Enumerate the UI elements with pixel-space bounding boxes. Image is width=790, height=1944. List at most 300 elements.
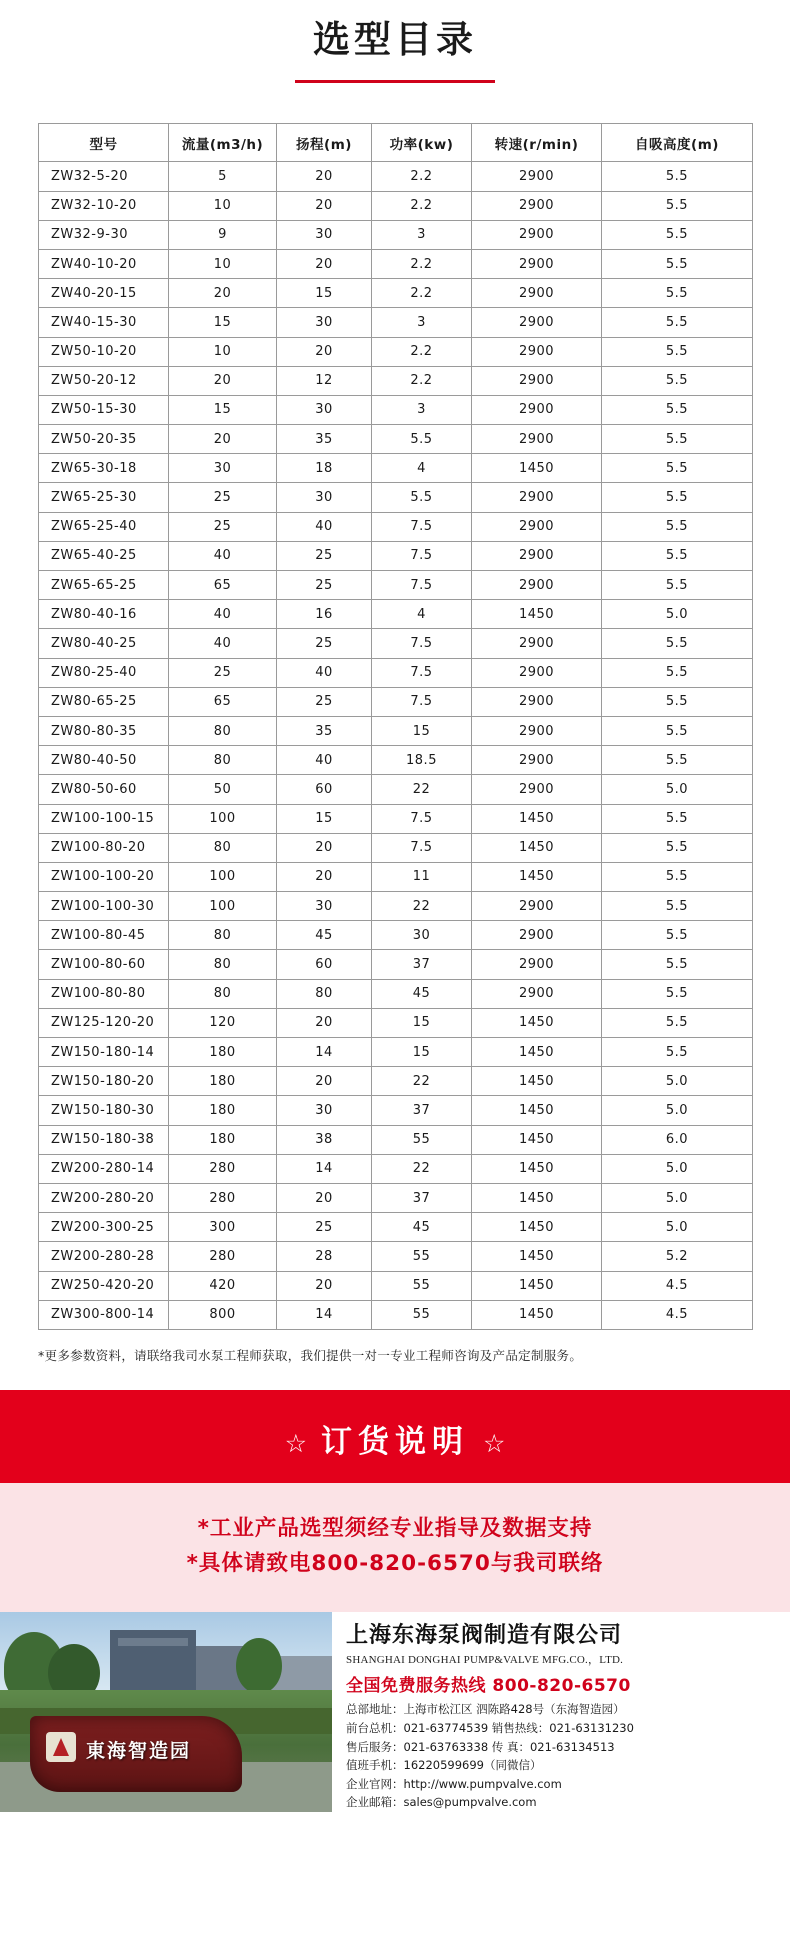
cell-value: 2900 (472, 892, 602, 921)
contact-line: 售后服务：021-63763338 传 真：021-63134513 (346, 1739, 615, 1754)
cell-value: 5.0 (602, 600, 753, 629)
cell-model: ZW80-40-16 (39, 600, 169, 629)
factory-photo (0, 1612, 332, 1812)
cell-value: 30 (277, 892, 372, 921)
cell-value: 37 (372, 1096, 472, 1125)
table-row (39, 1242, 753, 1271)
cell-value: 5.5 (372, 425, 472, 454)
cell-value: 2.2 (372, 366, 472, 395)
cell-model: ZW250-420-20 (39, 1271, 169, 1300)
cell-value: 2900 (472, 775, 602, 804)
cell-value: 20 (277, 833, 372, 862)
cell-model: ZW125-120-20 (39, 1008, 169, 1037)
cell-value: 1450 (472, 1038, 602, 1067)
cell-value: 5.5 (602, 629, 753, 658)
cell-value: 5.5 (602, 804, 753, 833)
cell-value: 6.0 (602, 1125, 753, 1154)
cell-value: 1450 (472, 1067, 602, 1096)
cell-value: 2900 (472, 249, 602, 278)
cell-value: 20 (169, 279, 277, 308)
table-row (39, 483, 753, 512)
cell-value: 180 (169, 1067, 277, 1096)
star-right-icon: ☆ (483, 1428, 506, 1458)
cell-value: 80 (169, 979, 277, 1008)
hotline: 全国免费服务热线 800-820-6570 (346, 1676, 631, 1697)
company-name-en: SHANGHAI DONGHAI PUMP&VALVE MFG.CO.，LTD. (346, 1654, 624, 1667)
photo-building-1 (110, 1630, 196, 1692)
cell-value: 18 (277, 454, 372, 483)
col-header-head: 扬程(m) (277, 124, 372, 162)
cell-value: 80 (277, 979, 372, 1008)
cell-value: 20 (277, 862, 372, 891)
table-row (39, 395, 753, 424)
cell-value: 420 (169, 1271, 277, 1300)
cell-value: 7.5 (372, 658, 472, 687)
cell-value: 40 (169, 600, 277, 629)
cell-value: 7.5 (372, 629, 472, 658)
contact-line: 总部地址：上海市松江区 泗陈路428号（东海智造园） (346, 1702, 625, 1717)
cell-value: 15 (372, 1008, 472, 1037)
table-row (39, 162, 753, 191)
cell-value: 1450 (472, 1213, 602, 1242)
cell-value: 2900 (472, 425, 602, 454)
cell-value: 280 (169, 1154, 277, 1183)
cell-value: 25 (169, 512, 277, 541)
cell-value: 10 (169, 249, 277, 278)
cell-value: 22 (372, 1154, 472, 1183)
cell-model: ZW200-280-14 (39, 1154, 169, 1183)
cell-value: 280 (169, 1242, 277, 1271)
cell-value: 7.5 (372, 571, 472, 600)
cell-value: 20 (277, 191, 372, 220)
cell-value: 5.0 (602, 775, 753, 804)
table-row (39, 1213, 753, 1242)
cell-value: 2900 (472, 483, 602, 512)
table-row (39, 658, 753, 687)
cell-value: 25 (277, 541, 372, 570)
cell-value: 5.5 (602, 454, 753, 483)
order-banner-label: 订货说明 (321, 1423, 469, 1460)
table-row (39, 1067, 753, 1096)
cell-value: 2.2 (372, 337, 472, 366)
cell-value: 28 (277, 1242, 372, 1271)
table-row (39, 1154, 753, 1183)
cell-value: 2900 (472, 541, 602, 570)
cell-value: 2900 (472, 746, 602, 775)
cell-value: 4 (372, 600, 472, 629)
cell-model: ZW50-20-35 (39, 425, 169, 454)
cell-value: 2900 (472, 716, 602, 745)
cell-model: ZW65-30-18 (39, 454, 169, 483)
cell-value: 5.5 (602, 191, 753, 220)
cell-value: 2900 (472, 512, 602, 541)
footer (0, 1612, 790, 1812)
cell-value: 80 (169, 716, 277, 745)
cell-model: ZW100-100-20 (39, 862, 169, 891)
cell-value: 65 (169, 687, 277, 716)
cell-value: 5.5 (602, 687, 753, 716)
cell-value: 1450 (472, 1183, 602, 1212)
table-row (39, 1300, 753, 1329)
table-row (39, 1038, 753, 1067)
table-row (39, 571, 753, 600)
table-row (39, 1183, 753, 1212)
cell-value: 37 (372, 1183, 472, 1212)
cell-value: 5.5 (602, 950, 753, 979)
cell-value: 180 (169, 1038, 277, 1067)
cell-value: 22 (372, 775, 472, 804)
cell-value: 35 (277, 716, 372, 745)
table-row (39, 921, 753, 950)
cell-model: ZW150-180-14 (39, 1038, 169, 1067)
cell-value: 35 (277, 425, 372, 454)
cell-value: 180 (169, 1096, 277, 1125)
cell-model: ZW100-80-45 (39, 921, 169, 950)
cell-value: 2900 (472, 308, 602, 337)
cell-value: 7.5 (372, 804, 472, 833)
table-row (39, 1125, 753, 1154)
photo-tree-3 (236, 1638, 282, 1694)
cell-value: 45 (277, 921, 372, 950)
table-row (39, 454, 753, 483)
table-row (39, 716, 753, 745)
table-row (39, 425, 753, 454)
cell-value: 65 (169, 571, 277, 600)
cell-value: 25 (277, 1213, 372, 1242)
cell-value: 14 (277, 1300, 372, 1329)
table-row (39, 220, 753, 249)
cell-value: 7.5 (372, 687, 472, 716)
table-row (39, 600, 753, 629)
title-block (0, 0, 790, 83)
cell-value: 1450 (472, 804, 602, 833)
cell-value: 2900 (472, 629, 602, 658)
cell-value: 45 (372, 1213, 472, 1242)
donghai-logo-icon (46, 1732, 76, 1762)
cell-model: ZW32-5-20 (39, 162, 169, 191)
cell-value: 1450 (472, 1300, 602, 1329)
cell-model: ZW32-9-30 (39, 220, 169, 249)
table-row (39, 950, 753, 979)
col-header-model: 型号 (39, 124, 169, 162)
cell-model: ZW100-80-80 (39, 979, 169, 1008)
cell-model: ZW100-80-20 (39, 833, 169, 862)
cell-model: ZW40-15-30 (39, 308, 169, 337)
cell-value: 5.5 (602, 366, 753, 395)
cell-value: 25 (277, 571, 372, 600)
cell-value: 2.2 (372, 249, 472, 278)
cell-value: 2900 (472, 162, 602, 191)
cell-value: 15 (372, 1038, 472, 1067)
table-row (39, 541, 753, 570)
cell-value: 9 (169, 220, 277, 249)
cell-value: 5.5 (602, 308, 753, 337)
cell-value: 40 (277, 746, 372, 775)
order-banner-title (0, 1416, 790, 1461)
cell-value: 80 (169, 921, 277, 950)
cell-value: 14 (277, 1154, 372, 1183)
cell-value: 3 (372, 220, 472, 249)
cell-value: 2.2 (372, 191, 472, 220)
cell-value: 60 (277, 950, 372, 979)
col-header-speed: 转速(r/min) (472, 124, 602, 162)
table-row (39, 1096, 753, 1125)
cell-value: 5.5 (602, 220, 753, 249)
page-title: 选型目录 (313, 18, 477, 61)
cell-model: ZW65-25-30 (39, 483, 169, 512)
table-body (39, 162, 753, 1330)
cell-value: 1450 (472, 1242, 602, 1271)
cell-value: 5.5 (602, 979, 753, 1008)
star-left-icon: ☆ (284, 1428, 307, 1458)
cell-value: 5.5 (602, 716, 753, 745)
cell-value: 20 (277, 1183, 372, 1212)
cell-value: 5.5 (602, 162, 753, 191)
cell-value: 2900 (472, 191, 602, 220)
cell-model: ZW65-25-40 (39, 512, 169, 541)
order-notice (0, 1483, 790, 1612)
cell-value: 2900 (472, 658, 602, 687)
cell-value: 2.2 (372, 162, 472, 191)
cell-model: ZW150-180-20 (39, 1067, 169, 1096)
contact-line: 企业官网：http://www.pumpvalve.com (346, 1776, 562, 1791)
cell-value: 100 (169, 862, 277, 891)
cell-value: 30 (169, 454, 277, 483)
cell-value: 1450 (472, 454, 602, 483)
cell-model: ZW40-20-15 (39, 279, 169, 308)
table-row (39, 804, 753, 833)
cell-value: 5.5 (602, 541, 753, 570)
cell-value: 1450 (472, 1008, 602, 1037)
cell-value: 2900 (472, 279, 602, 308)
col-header-suction: 自吸高度(m) (602, 124, 753, 162)
cell-value: 80 (169, 746, 277, 775)
notice-line-1: *工业产品选型须经专业指导及数据支持 (197, 1515, 593, 1541)
cell-value: 7.5 (372, 541, 472, 570)
cell-value: 18.5 (372, 746, 472, 775)
cell-value: 25 (169, 658, 277, 687)
table-head (39, 124, 753, 162)
cell-value: 180 (169, 1125, 277, 1154)
cell-value: 5.5 (602, 862, 753, 891)
table-row (39, 1271, 753, 1300)
cell-value: 1450 (472, 1096, 602, 1125)
cell-value: 2900 (472, 220, 602, 249)
title-divider (295, 80, 495, 83)
cell-model: ZW100-100-30 (39, 892, 169, 921)
cell-value: 800 (169, 1300, 277, 1329)
cell-value: 5.0 (602, 1183, 753, 1212)
order-banner (0, 1390, 790, 1483)
cell-value: 20 (277, 1271, 372, 1300)
cell-value: 7.5 (372, 512, 472, 541)
cell-value: 5.5 (602, 279, 753, 308)
cell-value: 5.5 (602, 658, 753, 687)
cell-value: 2900 (472, 337, 602, 366)
spec-table (38, 123, 753, 1330)
table-row (39, 862, 753, 891)
cell-value: 22 (372, 892, 472, 921)
col-header-power: 功率(kw) (372, 124, 472, 162)
cell-model: ZW80-80-35 (39, 716, 169, 745)
cell-value: 5.5 (602, 483, 753, 512)
table-row (39, 979, 753, 1008)
footer-info (332, 1612, 790, 1812)
cell-value: 30 (277, 1096, 372, 1125)
cell-value: 20 (277, 1067, 372, 1096)
cell-value: 1450 (472, 833, 602, 862)
cell-value: 2900 (472, 571, 602, 600)
cell-value: 1450 (472, 1125, 602, 1154)
cell-value: 1450 (472, 1154, 602, 1183)
cell-value: 80 (169, 833, 277, 862)
cell-value: 10 (169, 337, 277, 366)
cell-value: 7.5 (372, 833, 472, 862)
cell-value: 5.5 (602, 746, 753, 775)
cell-value: 2900 (472, 921, 602, 950)
cell-value: 4 (372, 454, 472, 483)
cell-value: 50 (169, 775, 277, 804)
table-row (39, 191, 753, 220)
cell-value: 5.5 (602, 892, 753, 921)
cell-value: 30 (277, 395, 372, 424)
cell-value: 20 (277, 1008, 372, 1037)
cell-value: 16 (277, 600, 372, 629)
cell-value: 60 (277, 775, 372, 804)
cell-model: ZW100-100-15 (39, 804, 169, 833)
cell-value: 55 (372, 1300, 472, 1329)
contact-line: 企业邮箱：sales@pumpvalve.com (346, 1795, 537, 1810)
cell-value: 25 (277, 629, 372, 658)
table-row (39, 892, 753, 921)
cell-model: ZW80-40-50 (39, 746, 169, 775)
cell-value: 5 (169, 162, 277, 191)
table-row (39, 1008, 753, 1037)
cell-model: ZW65-40-25 (39, 541, 169, 570)
cell-model: ZW300-800-14 (39, 1300, 169, 1329)
cell-value: 5.5 (602, 337, 753, 366)
table-row (39, 366, 753, 395)
cell-value: 80 (169, 950, 277, 979)
table-row (39, 337, 753, 366)
contact-line: 前台总机：021-63774539 销售热线：021-63131230 (346, 1720, 634, 1735)
table-row (39, 629, 753, 658)
cell-value: 37 (372, 950, 472, 979)
cell-value: 40 (169, 629, 277, 658)
cell-value: 2900 (472, 687, 602, 716)
cell-value: 30 (372, 921, 472, 950)
table-row (39, 308, 753, 337)
cell-value: 12 (277, 366, 372, 395)
cell-value: 20 (277, 337, 372, 366)
cell-value: 2900 (472, 366, 602, 395)
table-row (39, 833, 753, 862)
cell-value: 5.5 (602, 512, 753, 541)
cell-model: ZW100-80-60 (39, 950, 169, 979)
company-name-cn: 上海东海泵阀制造有限公司 (346, 1622, 623, 1648)
cell-value: 14 (277, 1038, 372, 1067)
cell-value: 5.5 (602, 921, 753, 950)
table-row (39, 687, 753, 716)
cell-value: 25 (169, 483, 277, 512)
cell-value: 280 (169, 1183, 277, 1212)
cell-value: 5.5 (602, 249, 753, 278)
cell-value: 20 (169, 366, 277, 395)
cell-value: 15 (277, 804, 372, 833)
cell-value: 55 (372, 1242, 472, 1271)
cell-value: 10 (169, 191, 277, 220)
cell-value: 5.2 (602, 1242, 753, 1271)
cell-value: 30 (277, 308, 372, 337)
cell-value: 5.0 (602, 1096, 753, 1125)
cell-value: 3 (372, 308, 472, 337)
cell-model: ZW80-50-60 (39, 775, 169, 804)
cell-value: 5.5 (602, 425, 753, 454)
cell-value: 100 (169, 804, 277, 833)
cell-value: 5.0 (602, 1067, 753, 1096)
table-row (39, 775, 753, 804)
cell-value: 4.5 (602, 1300, 753, 1329)
cell-model: ZW32-10-20 (39, 191, 169, 220)
cell-model: ZW50-10-20 (39, 337, 169, 366)
cell-value: 25 (277, 687, 372, 716)
table-row (39, 279, 753, 308)
cell-model: ZW80-25-40 (39, 658, 169, 687)
table-row (39, 512, 753, 541)
cell-value: 5.5 (602, 395, 753, 424)
cell-value: 1450 (472, 1271, 602, 1300)
cell-value: 5.5 (602, 571, 753, 600)
cell-value: 1450 (472, 862, 602, 891)
table-row (39, 746, 753, 775)
cell-value: 45 (372, 979, 472, 1008)
cell-value: 20 (169, 425, 277, 454)
contact-line: 值班手机：16220599699（同微信） (346, 1758, 542, 1773)
cell-value: 2.2 (372, 279, 472, 308)
cell-value: 55 (372, 1125, 472, 1154)
cell-model: ZW50-20-12 (39, 366, 169, 395)
spec-table-wrap (38, 123, 752, 1330)
cell-value: 2900 (472, 950, 602, 979)
cell-value: 100 (169, 892, 277, 921)
cell-value: 300 (169, 1213, 277, 1242)
cell-model: ZW65-65-25 (39, 571, 169, 600)
cell-value: 3 (372, 395, 472, 424)
cell-model: ZW50-15-30 (39, 395, 169, 424)
plaque-text: 東海智造园 (86, 1739, 192, 1762)
table-note: *更多参数资料，请联络我司水泵工程师获取，我们提供一对一专业工程师咨询及产品定制服务。 (38, 1347, 583, 1363)
cell-value: 11 (372, 862, 472, 891)
cell-value: 40 (169, 541, 277, 570)
col-header-flow: 流量(m3/h) (169, 124, 277, 162)
cell-value: 20 (277, 162, 372, 191)
cell-value: 20 (277, 249, 372, 278)
cell-model: ZW150-180-30 (39, 1096, 169, 1125)
cell-value: 40 (277, 658, 372, 687)
cell-value: 4.5 (602, 1271, 753, 1300)
cell-value: 1450 (472, 600, 602, 629)
cell-value: 30 (277, 220, 372, 249)
cell-value: 5.0 (602, 1154, 753, 1183)
cell-value: 15 (169, 395, 277, 424)
notice-line-2: *具体请致电800-820-6570与我司联络 (186, 1551, 604, 1577)
contact-list (346, 1700, 782, 1812)
cell-value: 40 (277, 512, 372, 541)
table-header-row (39, 124, 753, 162)
cell-model: ZW200-280-20 (39, 1183, 169, 1212)
table-row (39, 249, 753, 278)
cell-value: 2900 (472, 979, 602, 1008)
